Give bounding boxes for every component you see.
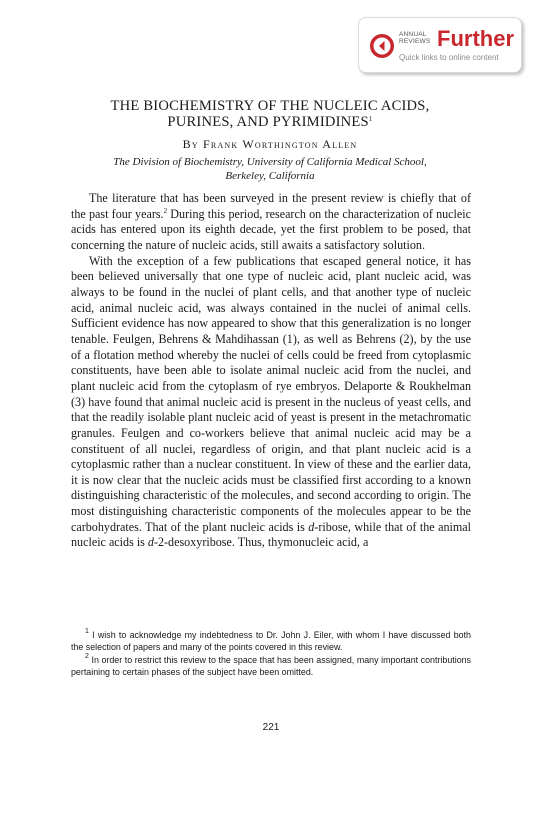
paragraph-2: With the exception of a few publications that escaped general notice, it has been believed universally that one type of nucleic acid, plant nucleic acid, was always to be found in the nuclei of plant cells, and that another type of nucleic acid, animal nucleic acid, was always contained in the nuclei of animal cells. Sufficient evidence has now appeared to show that this generalization is no longer tenable. Feulgen, Behrens & Mahdihassan (1), as well as Behrens (2), by the use of a flotation method whereby the nuclei of cells could be freed from cytoplasmic constituents, have been able to isolate animal nucleic acid from the nuclei, and plant nucleic acid from the cytoplasm of rye embryos. Delaporte & Roukhelman (3) have found that animal nucleic acid is present in the nucleus of yeast cells, and that the readily isolable plant nucleic acid of yeast is present in the metachromatic granules. Feulgen and co-workers believe that animal nucleic acid may be a constituent of all nuclei, regardless of origin, and that plant nucleic acid is a cytoplasmic rather than a nuclear constituent. In view of these and the earlier data, it is now clear that the nucleic acids must be classified first according to a known distinguishing characteristic of the molecules, and second according to origin. The most distinguishing characteristic components of the molecules appear to be the carbohydrates. That of the plant nucleic acids is d-ribose, while that of the animal nucleic acids is d-2-desoxyribose. Thus, thymonucleic acid, a [71,253,471,550]
arrow-circle-icon [369,33,395,59]
title-footnote-marker[interactable]: 1 [368,115,373,123]
article-title-line-2: PURINES, AND PYRIMIDINES$^1$ [167,114,373,130]
paragraph-1: The literature that has been surveyed in the present review is chiefly that of the past four years.$^2$ During this period, research on the characterization of nucleic acids has entered upon its eighth decade, yet the first problem to be posed, that concerning the nature of nucleic acids, still awaits a satisfactory solution. [71,191,472,252]
article-title-line-1: THE BIOCHEMISTRY OF THE NUCLEIC ACIDS, [110,98,430,114]
page-number: 221 [262,722,280,733]
footnote-2: $^2$ In order to restrict this review to the space that has been assigned, many important contributions pertaining to certain phases of the subject have been omitted. [71,653,471,677]
footnote-marker-2[interactable]: 2 [163,206,168,215]
annual-reviews-logo-text: ANNUAL REVIEWS [399,31,431,45]
affiliation-line-2: Berkeley, California [225,170,315,182]
further-subtitle: Quick links to online content [399,53,499,62]
affiliation-line-1: The Division of Biochemistry, University of California Medical School, [113,156,427,168]
footnotes [71,630,471,680]
author-line: By Frank Worthington Allen [182,137,358,151]
annual-reviews-further-badge[interactable] [358,17,522,73]
footnote-1: $^1$ I wish to acknowledge my indebtedness to Dr. John J. Eiler, with whom I have discussed both the selection of papers and many of the points covered in this review. [71,628,471,652]
further-label: Further [437,26,514,51]
body-text [71,191,471,551]
